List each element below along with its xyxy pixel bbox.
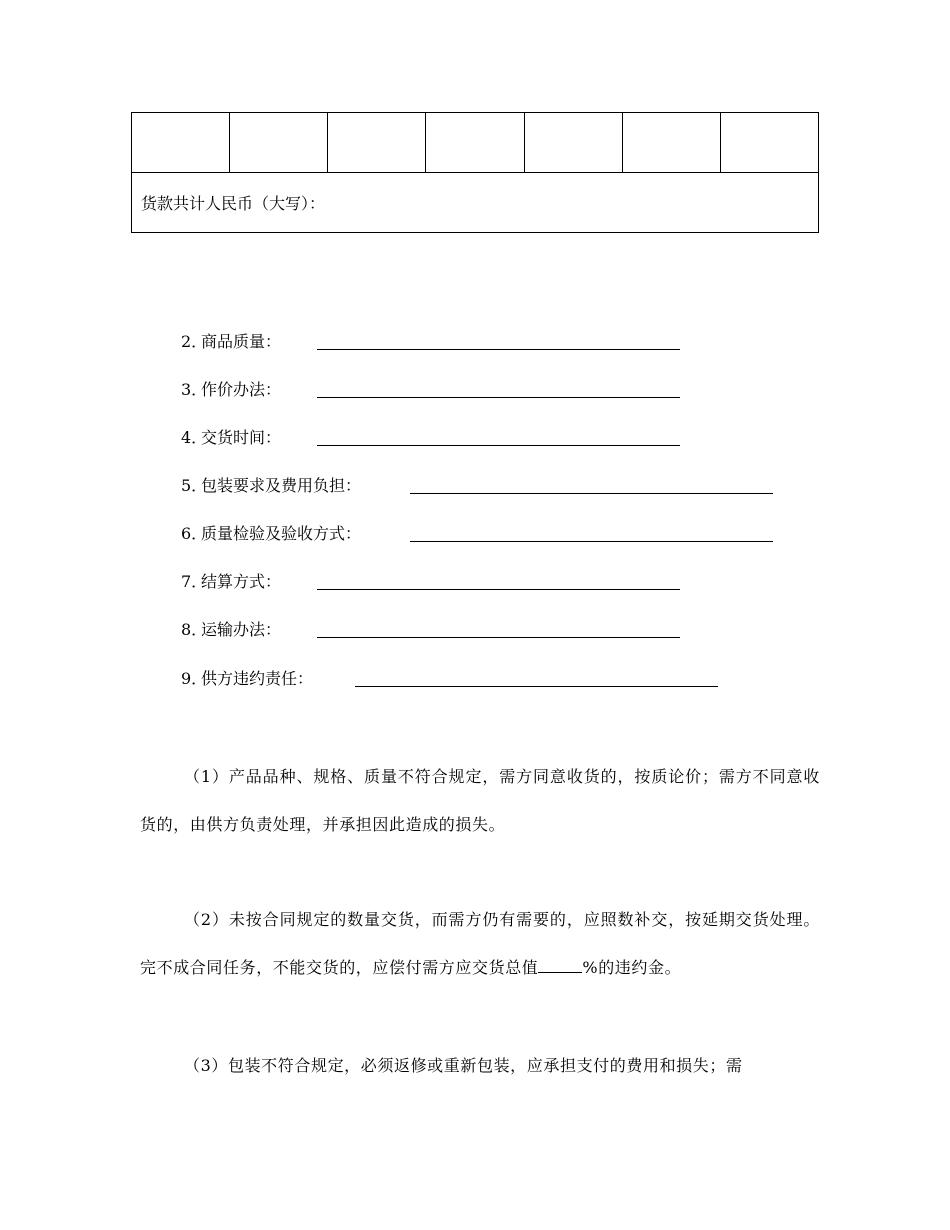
table-cell[interactable] — [132, 113, 230, 173]
field-quality — [181, 330, 281, 354]
field-pricing — [181, 378, 281, 402]
field-inspection-blank[interactable] — [410, 541, 773, 542]
goods-table — [131, 112, 819, 233]
table-cell[interactable] — [426, 113, 524, 173]
field-label: 交货时间： — [201, 428, 282, 447]
field-settlement — [181, 570, 281, 594]
field-label: 供方违约责任： — [201, 669, 314, 688]
table-cell[interactable] — [230, 113, 328, 173]
field-label: 作价办法： — [201, 380, 282, 399]
clause-2-suffix: %的违约金。 — [582, 958, 682, 977]
penalty-percent-blank[interactable] — [538, 956, 582, 973]
field-number: 5． — [181, 476, 208, 495]
field-settlement-blank[interactable] — [317, 589, 680, 590]
field-label: 结算方式： — [201, 572, 282, 591]
field-delivery-time-blank[interactable] — [317, 445, 680, 446]
field-quality-blank[interactable] — [317, 349, 680, 350]
field-label: 商品质量： — [201, 332, 282, 351]
clause-1: （1）产品品种、规格、质量不符合规定，需方同意收货的，按质论价；需方不同意收货的，由供方负责处理，并承担因此造成的损失。 — [140, 767, 820, 834]
table-cell[interactable] — [622, 113, 720, 173]
field-label: 运输办法： — [201, 620, 282, 639]
clause-3: （3）包装不符合规定，必须返修或重新包装，应承担支付的费用和损失；需 — [184, 1056, 743, 1075]
total-amount-label: 货款共计人民币（大写）： — [141, 194, 326, 213]
field-pricing-blank[interactable] — [317, 397, 680, 398]
table-cell[interactable] — [720, 113, 818, 173]
field-supplier-liability-blank[interactable] — [355, 686, 718, 687]
field-delivery-time — [181, 426, 281, 450]
field-transport — [181, 618, 281, 642]
field-inspection — [181, 522, 361, 546]
field-packaging — [181, 474, 361, 498]
field-label: 包装要求及费用负担： — [201, 476, 362, 495]
field-number: 9． — [181, 669, 208, 688]
field-number: 2． — [181, 332, 208, 351]
table-cell[interactable] — [524, 113, 622, 173]
table-row — [132, 113, 819, 173]
field-transport-blank[interactable] — [317, 637, 680, 638]
field-supplier-liability — [181, 667, 313, 691]
clause-2-text: （2）未按合同规定的数量交货，而需方仍有需要的，应照数补交，按延期交货处理。完不成合同任务，不能交货的，应偿付需方应交货总值 — [140, 910, 820, 977]
field-number: 6． — [181, 524, 208, 543]
field-number: 4． — [181, 428, 208, 447]
field-number: 3． — [181, 380, 208, 399]
total-amount-cell[interactable] — [132, 173, 819, 233]
field-label: 质量检验及验收方式： — [201, 524, 362, 543]
field-number: 7． — [181, 572, 208, 591]
table-cell[interactable] — [328, 113, 426, 173]
table-total-row — [132, 173, 819, 233]
field-packaging-blank[interactable] — [410, 493, 773, 494]
clause-2 — [140, 896, 820, 992]
field-number: 8． — [181, 620, 208, 639]
